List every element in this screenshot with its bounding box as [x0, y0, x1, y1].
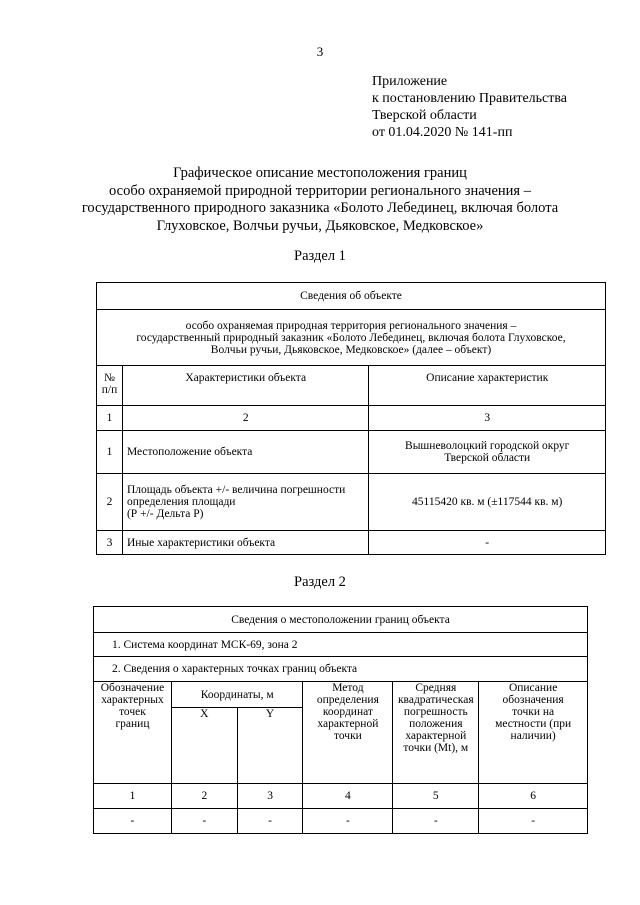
title-line: государственного природного заказника «Болото Лебединец, включая болота — [81, 200, 559, 216]
table-row — [94, 809, 588, 834]
row-number: 3 — [97, 531, 123, 555]
header-line: точек — [119, 706, 146, 718]
header-line: наличии) — [510, 730, 556, 742]
header-line: границ — [115, 718, 150, 730]
table-row — [97, 431, 606, 474]
appendix-line: Приложение — [372, 74, 448, 89]
object-line: особо охраняемая природная территория регионального значения – — [185, 319, 517, 332]
col-header-x: X — [171, 708, 237, 784]
desc-line: Вышневолоцкий городской округ — [405, 440, 570, 452]
col-header-coords: Координаты, м — [171, 682, 303, 708]
header-line: № — [103, 372, 115, 384]
row-characteristic: Местоположение объекта — [122, 431, 368, 474]
header-line: характерной — [317, 718, 379, 730]
table-title: Сведения об объекте — [97, 283, 606, 310]
object-info-table — [96, 282, 606, 555]
header-line: обозначения — [502, 694, 564, 706]
page-number: 3 — [316, 44, 324, 59]
col-header-error — [393, 682, 479, 784]
data-cell: - — [237, 809, 303, 834]
table-title: Сведения о местоположении границ объекта — [94, 607, 588, 633]
header-line: характерных — [101, 694, 164, 706]
data-cell: - — [171, 809, 237, 834]
char-line: Площадь объекта +/- величина погрешности — [126, 484, 346, 496]
header-line: Средняя — [415, 682, 457, 694]
col-header-description — [479, 682, 588, 784]
title-line: Глуховское, Волчьи ручьи, Дьяковское, Медковское» — [156, 217, 484, 234]
appendix-line: к постановлению Правительства — [372, 91, 568, 106]
header-line: Обозначение — [100, 682, 165, 694]
header-line: положения — [409, 718, 463, 730]
header-line: определения — [316, 694, 379, 706]
row-number: 1 — [97, 431, 123, 474]
col-header-method — [303, 682, 393, 784]
col-header-no — [97, 366, 123, 406]
desc-line: Тверской области — [444, 452, 531, 464]
appendix-line: Тверской области — [372, 108, 477, 123]
object-line: Волчьи ручьи, Дьяковское, Медковское» (далее – объект) — [210, 343, 492, 356]
index-cell: 1 — [97, 406, 123, 431]
index-cell: 3 — [237, 784, 303, 809]
appendix-note — [372, 73, 567, 141]
row-description: 45115420 кв. м (±117544 кв. м) — [369, 474, 606, 531]
object-description — [97, 310, 606, 366]
appendix-line: от 01.04.2020 № 141-пп — [372, 125, 513, 140]
row-description — [369, 431, 606, 474]
points-info: 2. Сведения о характерных точках границ объекта — [94, 657, 588, 682]
table-row — [97, 474, 606, 531]
index-cell: 2 — [122, 406, 368, 431]
char-line: (Р +/- Дельта Р) — [126, 508, 204, 520]
row-description: - — [369, 531, 606, 555]
col-header-y: Y — [237, 708, 303, 784]
header-line: погрешность — [403, 706, 468, 718]
col-header-point — [94, 682, 172, 784]
table-row — [97, 531, 606, 555]
header-line: Описание — [508, 682, 558, 694]
col-header-char: Характеристики объекта — [122, 366, 368, 406]
data-cell: - — [393, 809, 479, 834]
header-line: местности (при — [495, 718, 572, 730]
data-cell: - — [303, 809, 393, 834]
data-cell: - — [479, 809, 588, 834]
index-cell: 5 — [393, 784, 479, 809]
document-title — [60, 165, 580, 235]
object-line: государственный природный заказник «Болото Лебединец, включая болота Глуховское, — [136, 331, 566, 344]
boundary-table — [93, 606, 588, 834]
header-line: п/п — [101, 384, 118, 396]
row-characteristic — [122, 474, 368, 531]
row-number: 2 — [97, 474, 123, 531]
index-cell: 4 — [303, 784, 393, 809]
index-cell: 3 — [369, 406, 606, 431]
header-line: Метод — [332, 682, 364, 694]
header-line: координат — [322, 706, 373, 718]
row-characteristic: Иные характеристики объекта — [122, 531, 368, 555]
header-line: характерной — [405, 730, 467, 742]
char-line: определения площади — [126, 496, 236, 508]
coordinate-system: 1. Система координат МСК-69, зона 2 — [94, 633, 588, 657]
header-line: точки (Mt), м — [403, 742, 469, 754]
index-cell: 1 — [94, 784, 172, 809]
data-cell: - — [94, 809, 172, 834]
header-line: точки на — [512, 706, 555, 718]
header-line: квадратическая — [397, 694, 474, 706]
header-line: точки — [333, 730, 362, 742]
col-header-desc: Описание характеристик — [369, 366, 606, 406]
index-cell: 2 — [171, 784, 237, 809]
title-line: особо охраняемой природной территории регионального значения – — [109, 182, 531, 199]
section-1-heading: Раздел 1 — [294, 248, 346, 264]
index-cell: 6 — [479, 784, 588, 809]
section-2-heading: Раздел 2 — [294, 574, 346, 590]
title-line: Графическое описание местоположения границ — [173, 165, 467, 181]
